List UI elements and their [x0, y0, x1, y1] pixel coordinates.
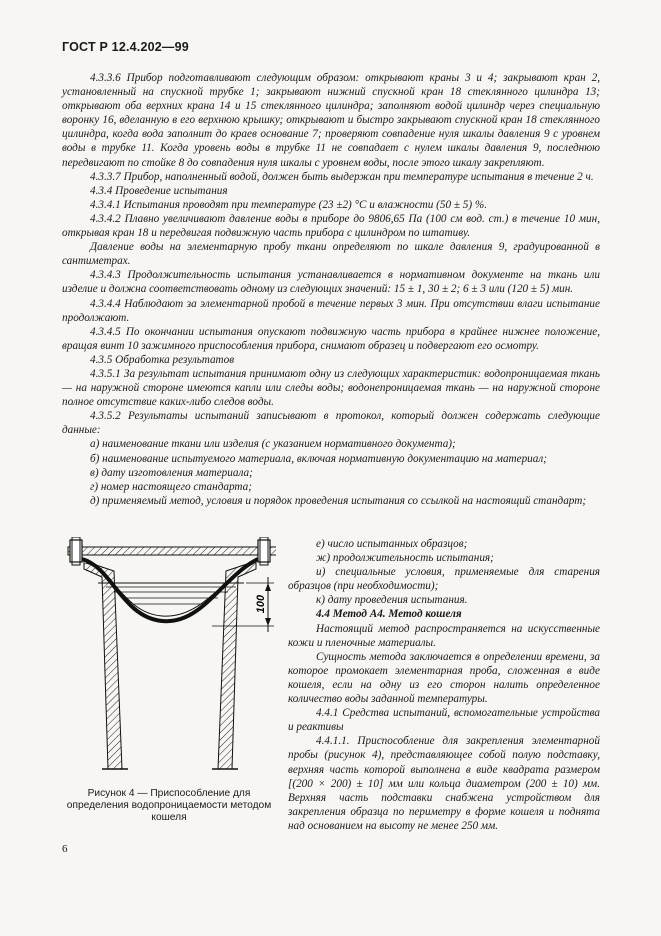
main-text-block	[62, 71, 600, 508]
figure-4	[62, 537, 276, 782]
paragraph: 4.3.3.6 Прибор подготавливают следующим образом: открывают краны 3 и 4; закрывают кран 2, установленный на спускной трубке 1; закрывают нижний спускной кран 18 стеклянного цилиндра 13; открывают оба верхних крана 14 и 15 стеклянного цилиндра; заполняют водой цилиндр через специальную воронку 16, вделанную в его верхнюю крышку; открывают и быстро закрывают спускной кран 18 стеклянного цилиндра, когда вода заполнит до краев основание 7; проверяют совпадение нуля шкалы давления 9 с уровнем воды в трубке 11. Когда уровень воды в трубке 11 не совпадает с нулем шкалы давления 9, последнюю передвигают по стойке 8 до совпадения нуля шкалы с уровнем воды, после этого шкалу закрепляют.	[62, 72, 600, 169]
paragraph: д) применяемый метод, условия и порядок проведения испытания со ссылкой на настоящий стандарт;	[90, 494, 587, 507]
clamp-plate	[68, 547, 276, 555]
paragraph: 4.3.5 Обработка результатов	[90, 353, 235, 366]
paragraph: Давление воды на элементарную пробу ткани определяют по шкале давления 9, градуированной в сантиметрах.	[62, 241, 600, 268]
paragraph: г) номер настоящего стандарта;	[90, 480, 252, 493]
paragraph: е) число испытанных образцов;	[316, 538, 468, 550]
paragraph: 4.3.4.3 Продолжительность испытания устанавливается в нормативном документе на ткань или изделие и должна соответствовать одному из следующих значений: 15 ± 1, 30 ± 2; 6 ± 3 или (120 ± 5) мин.	[62, 269, 600, 296]
paragraph: Настоящий метод распространяется на искусственные кожи и пленочные материалы.	[288, 622, 600, 649]
right-column-text	[288, 537, 600, 833]
paragraph: в) дату изготовления материала;	[90, 466, 253, 479]
paragraph: б) наименование испытуемого материала, включая нормативную документацию на материал;	[90, 452, 547, 465]
paragraph: 4.3.4.2 Плавно увеличивают давление воды в приборе до 9806,65 Па (100 см вод. ст.) в течение 10 мин, открывая кран 18 и передвигая подвижную часть прибора с цилиндром по штативу.	[62, 212, 600, 240]
paragraph: ж) продолжительность испытания;	[316, 552, 494, 565]
paragraph: 4.3.5.1 За результат испытания принимают одну из следующих характеристик: водопроницаемая ткань — на наружной стороне имеются капли или следы воды; водонепроницаемая ткань — на наружной стороне полное отсутствие каких-либо следов воды.	[62, 367, 600, 409]
paragraph: к) дату проведения испытания.	[316, 594, 468, 607]
paragraph: 4.3.3.7 Прибор, наполненный водой, должен быть выдержан при температуре испытания в течение 2 ч.	[90, 170, 594, 183]
page-number: 6	[62, 843, 68, 855]
paragraph: 4.3.4.1 Испытания проводят при температуре (23 ±2) °С и влажности (50 ± 5) %.	[90, 198, 488, 211]
dimension-label: 100	[255, 594, 267, 614]
figure-caption: Рисунок 4 — Приспособление для определения водопроницаемости методом кошеля	[66, 788, 272, 824]
paragraph: 4.3.4.4 Наблюдают за элементарной пробой в течение первых 3 мин. При отсутствии влаги испытание продолжают.	[62, 297, 600, 324]
standard-header: ГОСТ Р 12.4.202—99	[62, 40, 189, 54]
paragraph: и) специальные условия, применяемые для старения образцов (при необходимости);	[288, 566, 600, 593]
paragraph: 4.4.1 Средства испытаний, вспомогательные устройства и реактивы	[288, 707, 600, 734]
paragraph: 4.3.4 Проведение испытания	[90, 184, 228, 197]
wallet-fixture-drawing	[62, 537, 276, 782]
paragraph: 4.4.1.1. Приспособление для закрепления элементарной пробы (рисунок 4), представляющее собой полую подставку, верхняя часть которой выполнена в виде квадрата размером [(200 × 200) ± 10] мм или кольца диаметром (200 ± 10) мм. Верхняя часть подставки снабжена устройством для закрепления образца по периметру в форме кошеля и поднята над основанием на высоту не менее 250 мм.	[288, 735, 600, 832]
paragraph: Сущность метода заключается в определении времени, за которое промокает элементарная проба, сложенная в виде кошеля, если на одну из его сторон налить определенное количество воды заданной температуры.	[288, 650, 600, 706]
paragraph: 4.3.5.2 Результаты испытаний записывают в протокол, который должен содержать следующие данные:	[62, 410, 600, 437]
paragraph: 4.3.4.5 По окончании испытания опускают подвижную часть прибора в крайнее нижнее положение, вращая винт 10 зажимного приспособления прибора, снимают образец и подвергают его осмотру.	[62, 325, 600, 352]
paragraph: а) наименование ткани или изделия (с указанием нормативного документа);	[90, 438, 456, 451]
paragraph: 4.4 Метод А4. Метод кошеля	[316, 608, 462, 621]
